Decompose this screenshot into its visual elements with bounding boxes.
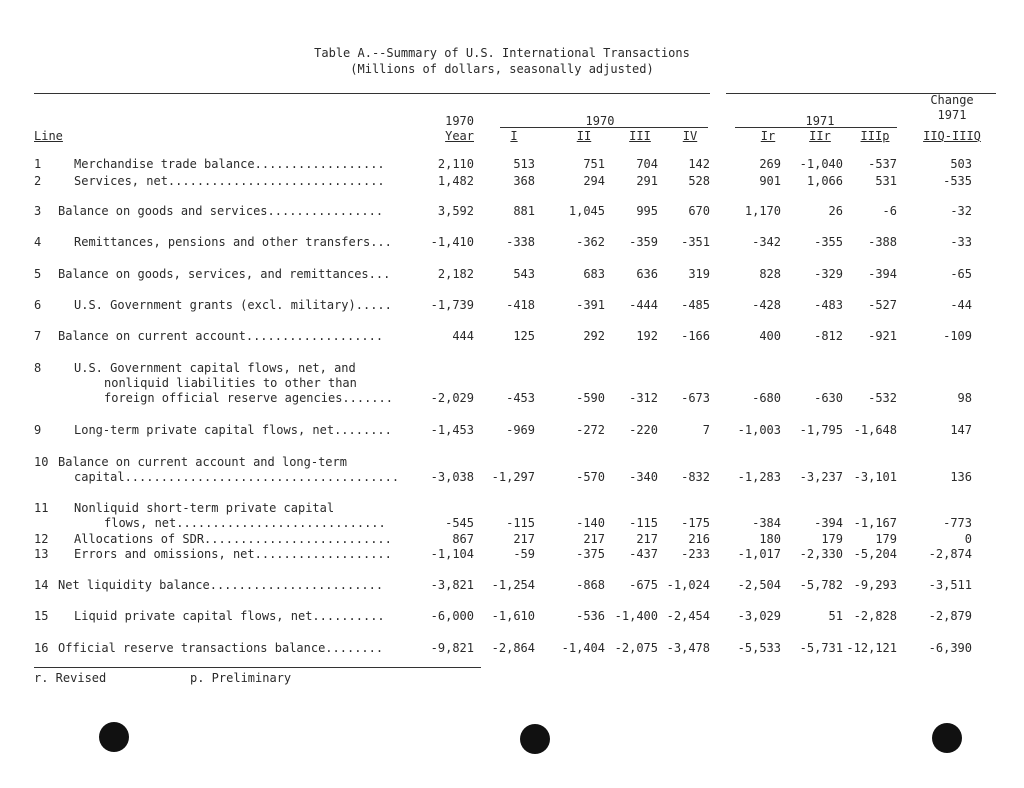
table-cell: -630	[814, 391, 843, 405]
table-cell: -832	[681, 470, 710, 484]
row-number: 5	[34, 267, 42, 281]
row-number: 10	[34, 455, 49, 469]
table-cell: 531	[875, 174, 897, 188]
table-cell: 179	[821, 532, 843, 546]
row-label: flows, net.............................	[104, 516, 386, 530]
table-cell: -773	[943, 516, 972, 530]
table-cell: -32	[950, 204, 972, 218]
binder-hole-left	[99, 722, 129, 752]
table-cell: -3,237	[799, 470, 843, 484]
table-cell: 0	[964, 532, 972, 546]
table-cell: -1,283	[737, 470, 781, 484]
table-cell: -115	[506, 516, 535, 530]
table-cell: 51	[828, 609, 843, 623]
header-group-1970: 1970	[585, 114, 615, 128]
table-cell: -1,040	[799, 157, 843, 171]
table-cell: -9,293	[853, 578, 897, 592]
row-number: 11	[34, 501, 49, 515]
row-label: Long-term private capital flows, net........	[74, 423, 392, 437]
group-1971-rule	[735, 127, 897, 128]
row-number: 7	[34, 329, 42, 343]
header-group-1971: 1971	[805, 114, 835, 128]
header-q1970-4: IV	[682, 129, 698, 143]
table-cell: 444	[452, 329, 474, 343]
table-cell: 368	[513, 174, 535, 188]
table-cell: -394	[868, 267, 897, 281]
table-cell: 1,170	[744, 204, 781, 218]
table-cell: 670	[688, 204, 710, 218]
table-cell: 1,066	[806, 174, 843, 188]
table-cell: -673	[681, 391, 710, 405]
table-cell: -536	[576, 609, 605, 623]
table-cell: -675	[629, 578, 658, 592]
footnote-preliminary: p. Preliminary	[190, 671, 292, 685]
table-cell: -532	[868, 391, 897, 405]
table-cell: -1,739	[430, 298, 474, 312]
table-cell: -2,075	[614, 641, 658, 655]
table-cell: -485	[681, 298, 710, 312]
row-label: Allocations of SDR..........................	[74, 532, 392, 546]
row-label: Nonliquid short-term private capital	[74, 501, 335, 515]
table-cell: -1,167	[853, 516, 897, 530]
table-cell: 7	[702, 423, 710, 437]
row-label: Net liquidity balance........................	[58, 578, 384, 592]
row-number: 1	[34, 157, 42, 171]
table-cell: -394	[814, 516, 843, 530]
table-cell: 319	[688, 267, 710, 281]
table-cell: -6	[882, 204, 897, 218]
header-q1970-1: I	[510, 129, 518, 143]
row-label: Balance on goods, services, and remittances...	[58, 267, 391, 281]
row-number: 2	[34, 174, 42, 188]
row-number: 14	[34, 578, 49, 592]
row-number: 15	[34, 609, 49, 623]
row-number: 9	[34, 423, 42, 437]
table-cell: -329	[814, 267, 843, 281]
table-cell: -3,038	[430, 470, 474, 484]
table-cell: 995	[636, 204, 658, 218]
table-cell: -2,504	[737, 578, 781, 592]
table-cell: -418	[506, 298, 535, 312]
table-cell: -2,029	[430, 391, 474, 405]
table-cell: 636	[636, 267, 658, 281]
top-rule-left	[34, 93, 710, 94]
table-cell: 3,592	[437, 204, 474, 218]
table-cell: -1,404	[561, 641, 605, 655]
table-cell: -2,828	[853, 609, 897, 623]
table-cell: 543	[513, 267, 535, 281]
table-cell: -5,533	[737, 641, 781, 655]
table-cell: -3,511	[928, 578, 972, 592]
table-cell: -812	[814, 329, 843, 343]
table-cell: 704	[636, 157, 658, 171]
row-label: foreign official reserve agencies.......	[104, 391, 393, 405]
header-1970-year-bottom: Year	[445, 129, 474, 143]
header-q1970-2: II	[576, 129, 592, 143]
table-cell: 901	[759, 174, 781, 188]
table-cell: -969	[506, 423, 535, 437]
binder-hole-right	[932, 723, 962, 753]
table-cell: 291	[636, 174, 658, 188]
row-number: 13	[34, 547, 49, 561]
table-cell: 125	[513, 329, 535, 343]
row-label: Liquid private capital flows, net..........	[74, 609, 385, 623]
table-cell: -3,478	[666, 641, 710, 655]
table-cell: -1,410	[430, 235, 474, 249]
table-cell: -1,297	[491, 470, 535, 484]
table-cell: -483	[814, 298, 843, 312]
header-line-label: Line	[34, 129, 63, 143]
table-cell: 1,482	[437, 174, 474, 188]
table-cell: -1,610	[491, 609, 535, 623]
table-cell: -6,390	[928, 641, 972, 655]
header-q1970-3: III	[629, 129, 651, 143]
table-cell: 179	[875, 532, 897, 546]
table-cell: -428	[752, 298, 781, 312]
table-cell: -1,648	[853, 423, 897, 437]
table-cell: -355	[814, 235, 843, 249]
change-header-1: Change	[930, 93, 974, 107]
table-cell: -537	[868, 157, 897, 171]
table-cell: -33	[950, 235, 972, 249]
change-header-2: 1971	[937, 108, 967, 122]
row-label: U.S. Government grants (excl. military).....	[74, 298, 392, 312]
table-cell: -921	[868, 329, 897, 343]
table-cell: -220	[629, 423, 658, 437]
row-number: 8	[34, 361, 42, 375]
table-cell: -680	[752, 391, 781, 405]
row-number: 3	[34, 204, 42, 218]
row-label: Services, net..............................	[74, 174, 385, 188]
table-cell: -6,000	[430, 609, 474, 623]
table-cell: -590	[576, 391, 605, 405]
table-cell: -65	[950, 267, 972, 281]
row-label: Official reserve transactions balance........	[58, 641, 384, 655]
table-cell: -342	[752, 235, 781, 249]
table-cell: -388	[868, 235, 897, 249]
table-cell: -444	[629, 298, 658, 312]
bottom-rule	[34, 667, 481, 668]
table-cell: 400	[759, 329, 781, 343]
table-cell: -2,879	[928, 609, 972, 623]
table-cell: 217	[636, 532, 658, 546]
table-cell: -3,029	[737, 609, 781, 623]
table-cell: 2,182	[437, 267, 474, 281]
group-1970-rule	[500, 127, 708, 128]
table-cell: -375	[576, 547, 605, 561]
table-cell: 180	[759, 532, 781, 546]
table-title	[0, 45, 1024, 77]
change-header-3: IIQ-IIIQ	[923, 129, 981, 143]
row-label: capital......................................	[74, 470, 400, 484]
row-number: 12	[34, 532, 49, 546]
table-cell: -5,782	[799, 578, 843, 592]
table-cell: -175	[681, 516, 710, 530]
header-1970-year-top: 1970	[445, 114, 474, 128]
table-cell: -338	[506, 235, 535, 249]
table-cell: 2,110	[437, 157, 474, 171]
table-cell: -570	[576, 470, 605, 484]
table-cell: 683	[583, 267, 605, 281]
table-cell: -2,454	[666, 609, 710, 623]
table-cell: -44	[950, 298, 972, 312]
row-number: 16	[34, 641, 49, 655]
table-cell: -527	[868, 298, 897, 312]
table-cell: 26	[828, 204, 843, 218]
table-cell: -5,731	[799, 641, 843, 655]
title-line-1: Table A.--Summary of U.S. International Transactions	[314, 46, 690, 60]
table-cell: -1,024	[666, 578, 710, 592]
table-cell: -362	[576, 235, 605, 249]
table-cell: -453	[506, 391, 535, 405]
table-cell: 217	[583, 532, 605, 546]
table-cell: 881	[513, 204, 535, 218]
footnote-revised: r. Revised	[34, 671, 107, 685]
table-cell: -3,821	[430, 578, 474, 592]
row-label: Merchandise trade balance..................	[74, 157, 385, 171]
header-q1971-1: Ir	[760, 129, 776, 143]
table-cell: -391	[576, 298, 605, 312]
table-cell: 269	[759, 157, 781, 171]
row-label: U.S. Government capital flows, net, and	[74, 361, 356, 375]
table-cell: 292	[583, 329, 605, 343]
table-cell: 192	[636, 329, 658, 343]
table-cell: -12,121	[846, 641, 897, 655]
table-cell: 503	[950, 157, 972, 171]
title-line-2: (Millions of dollars, seasonally adjusted)	[350, 62, 654, 76]
binder-hole-center	[520, 724, 550, 754]
table-cell: -1,003	[737, 423, 781, 437]
table-cell: -2,874	[928, 547, 972, 561]
row-number: 4	[34, 235, 42, 249]
table-cell: -312	[629, 391, 658, 405]
table-cell: -340	[629, 470, 658, 484]
table-cell: -1,017	[737, 547, 781, 561]
table-cell: -1,104	[430, 547, 474, 561]
table-cell: -384	[752, 516, 781, 530]
table-cell: -9,821	[430, 641, 474, 655]
table-cell: -359	[629, 235, 658, 249]
header-q1971-3: IIIp	[860, 129, 890, 143]
table-cell: -272	[576, 423, 605, 437]
table-cell: -351	[681, 235, 710, 249]
table-cell: -59	[513, 547, 535, 561]
table-cell: -3,101	[853, 470, 897, 484]
row-label: Remittances, pensions and other transfers...	[74, 235, 392, 249]
table-cell: -1,254	[491, 578, 535, 592]
header-q1971-2: IIr	[809, 129, 831, 143]
table-cell: -233	[681, 547, 710, 561]
row-label: Balance on current account...................	[58, 329, 384, 343]
row-number: 6	[34, 298, 42, 312]
table-cell: -5,204	[853, 547, 897, 561]
row-label: Balance on goods and services................	[58, 204, 384, 218]
table-cell: 513	[513, 157, 535, 171]
table-cell: 147	[950, 423, 972, 437]
table-cell: 217	[513, 532, 535, 546]
table-cell: 216	[688, 532, 710, 546]
table-cell: -2,330	[799, 547, 843, 561]
table-cell: 136	[950, 470, 972, 484]
table-cell: 867	[452, 532, 474, 546]
table-cell: -1,400	[614, 609, 658, 623]
row-label: Balance on current account and long-term	[58, 455, 347, 469]
table-cell: -545	[445, 516, 474, 530]
table-cell: -535	[943, 174, 972, 188]
table-cell: 142	[688, 157, 710, 171]
table-cell: -140	[576, 516, 605, 530]
table-cell: -1,795	[799, 423, 843, 437]
table-cell: 98	[957, 391, 972, 405]
table-cell: 294	[583, 174, 605, 188]
table-cell: 1,045	[568, 204, 605, 218]
table-cell: -115	[629, 516, 658, 530]
row-label: Errors and omissions, net...................	[74, 547, 392, 561]
table-cell: -1,453	[430, 423, 474, 437]
table-cell: 528	[688, 174, 710, 188]
table-cell: -166	[681, 329, 710, 343]
table-cell: -2,864	[491, 641, 535, 655]
row-label: nonliquid liabilities to other than	[104, 376, 357, 390]
table-cell: 828	[759, 267, 781, 281]
table-cell: -868	[576, 578, 605, 592]
table-cell: -437	[629, 547, 658, 561]
table-cell: 751	[583, 157, 605, 171]
table-cell: -109	[943, 329, 972, 343]
